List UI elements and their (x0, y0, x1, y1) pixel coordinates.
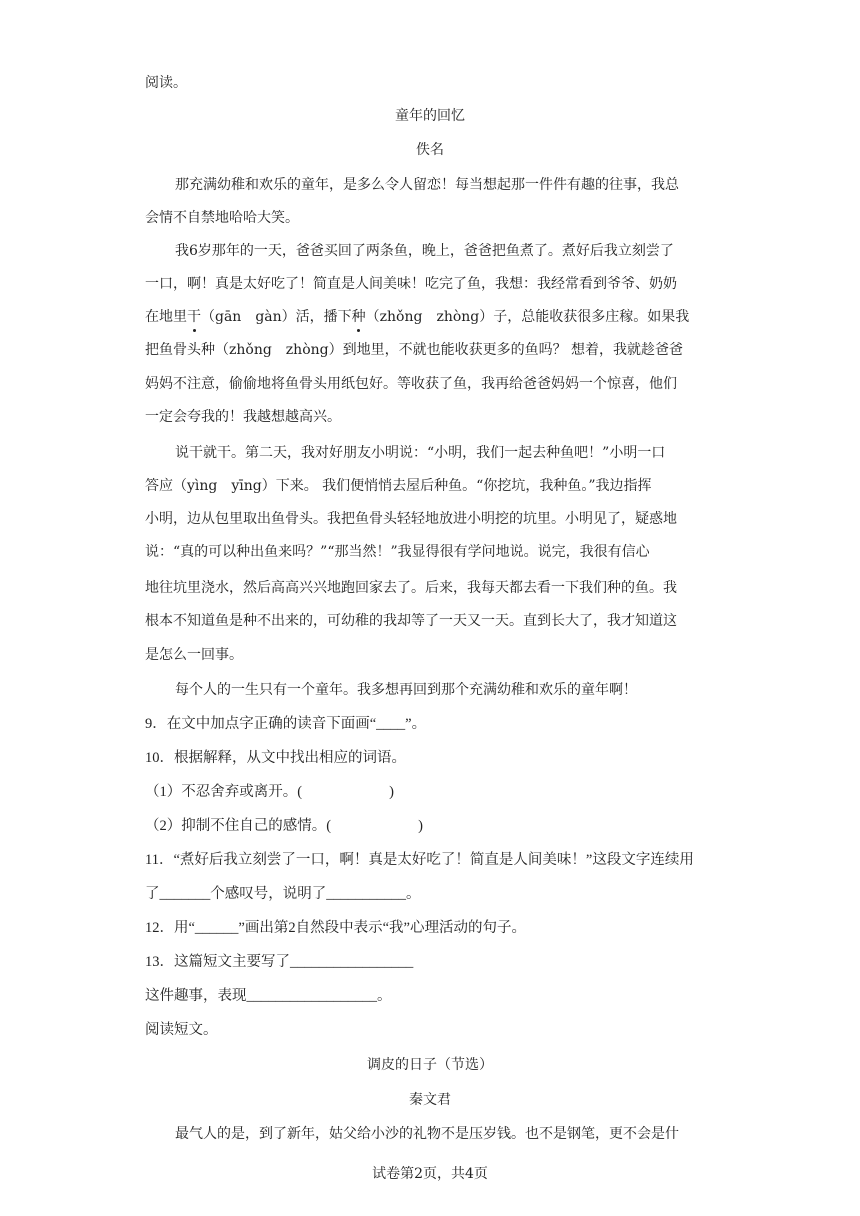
story-title: 童年的回忆 (395, 108, 465, 124)
question-13-cont: 这件趣事，表现__________________。 (145, 988, 392, 1004)
paragraph-line: 那充满幼稚和欢乐的童年，是多么令人留恋！每当想起那一件件有趣的往事，我总 (175, 177, 679, 193)
question-11: 11．“煮好后我立刻尝了一口，啊！真是太好吃了！简直是人间美味！”这段文字连续用 (145, 852, 694, 868)
question-10-1: （1）不忍舍弃或离开。( ) (145, 784, 394, 800)
paragraph-line-with-dots (145, 307, 689, 327)
paragraph-line: 妈妈不注意，偷偷地将鱼骨头用纸包好。等收获了鱼，我再给爸爸妈妈一个惊喜，他们 (145, 376, 677, 392)
dotted-character: 干 (187, 309, 201, 325)
story-author: 佚名 (416, 142, 444, 158)
intro-text: 阅读。 (145, 75, 187, 91)
paragraph-line: 是怎么一回事。 (145, 647, 243, 663)
story2-author: 秦文君 (409, 1092, 451, 1108)
question-11-cont: 了_______个感叹号，说明了___________。 (145, 886, 421, 902)
paragraph-line: 会情不自禁地哈哈大笑。 (145, 210, 299, 226)
paragraph-line: 根本不知道鱼是种不出来的，可幼稚的我却等了一天又一天。直到长大了，我才知道这 (145, 613, 677, 629)
question-10: 10．根据解释，从文中找出相应的词语。 (145, 750, 406, 766)
question-13: 13．这篇短文主要写了_________________ (145, 954, 414, 970)
paragraph-line: 说：“真的可以种出鱼来吗？”“那当然！”我显得很有学问地说。说完，我很有信心 (145, 544, 650, 560)
paragraph-line: 一口，啊！真是太好吃了！简直是人间美味！吃完了鱼，我想：我经常看到爷爷、奶奶 (145, 276, 677, 292)
dotted-character: 种 (351, 309, 366, 325)
question-10-2: （2）抑制不住自己的感情。( ) (145, 818, 423, 834)
paragraph-line: 一定会夸我的！我越想越高兴。 (145, 409, 341, 425)
intro-text-2: 阅读短文。 (145, 1022, 218, 1038)
page-footer: 试卷第2页，共4页 (372, 1166, 488, 1182)
paragraph-line: 小明，边从包里取出鱼骨头。我把鱼骨头轻轻地放进小明挖的坑里。小明见了，疑惑地 (145, 511, 677, 527)
paragraph-line: 最气人的是，到了新年，姑父给小沙的礼物不是压岁钱。也不是钢笔，更不会是什 (175, 1126, 679, 1142)
text-segment: （zhǒng zhòng）子，总能收获很多庄稼。如果我 (365, 309, 690, 325)
story2-title: 调皮的日子（节选） (367, 1057, 493, 1073)
question-12: 12．用“______”画出第2自然段中表示“我”心理活动的句子。 (145, 920, 526, 936)
paragraph-line: 把鱼骨头种（zhǒng zhòng）到地里，不就也能收获更多的鱼吗？ 想着，我就趁爸爸 (145, 342, 684, 358)
paragraph-line: 我6岁那年的一天，爸爸买回了两条鱼，晚上，爸爸把鱼煮了。煮好后我立刻尝了 (175, 243, 674, 259)
paragraph-line: 地往坑里浇水，然后高高兴兴地跑回家去了。后来，我每天都去看一下我们种的鱼。我 (145, 580, 677, 596)
text-segment: 在地里 (145, 309, 187, 325)
text-segment: （gān gàn）活，播下 (201, 309, 352, 325)
paragraph-line: 说干就干。第二天，我对好朋友小明说：“小明，我们一起去种鱼吧！”小明一口 (175, 445, 666, 461)
question-9: 9．在文中加点字正确的读音下面画“____”。 (145, 716, 427, 732)
paragraph-line: 答应（yìng yīng）下来。 我们便悄悄去屋后种鱼。“你挖坑，我种鱼。”我边指挥 (145, 478, 652, 494)
paragraph-line: 每个人的一生只有一个童年。我多想再回到那个充满幼稚和欢乐的童年啊！ (175, 682, 637, 698)
